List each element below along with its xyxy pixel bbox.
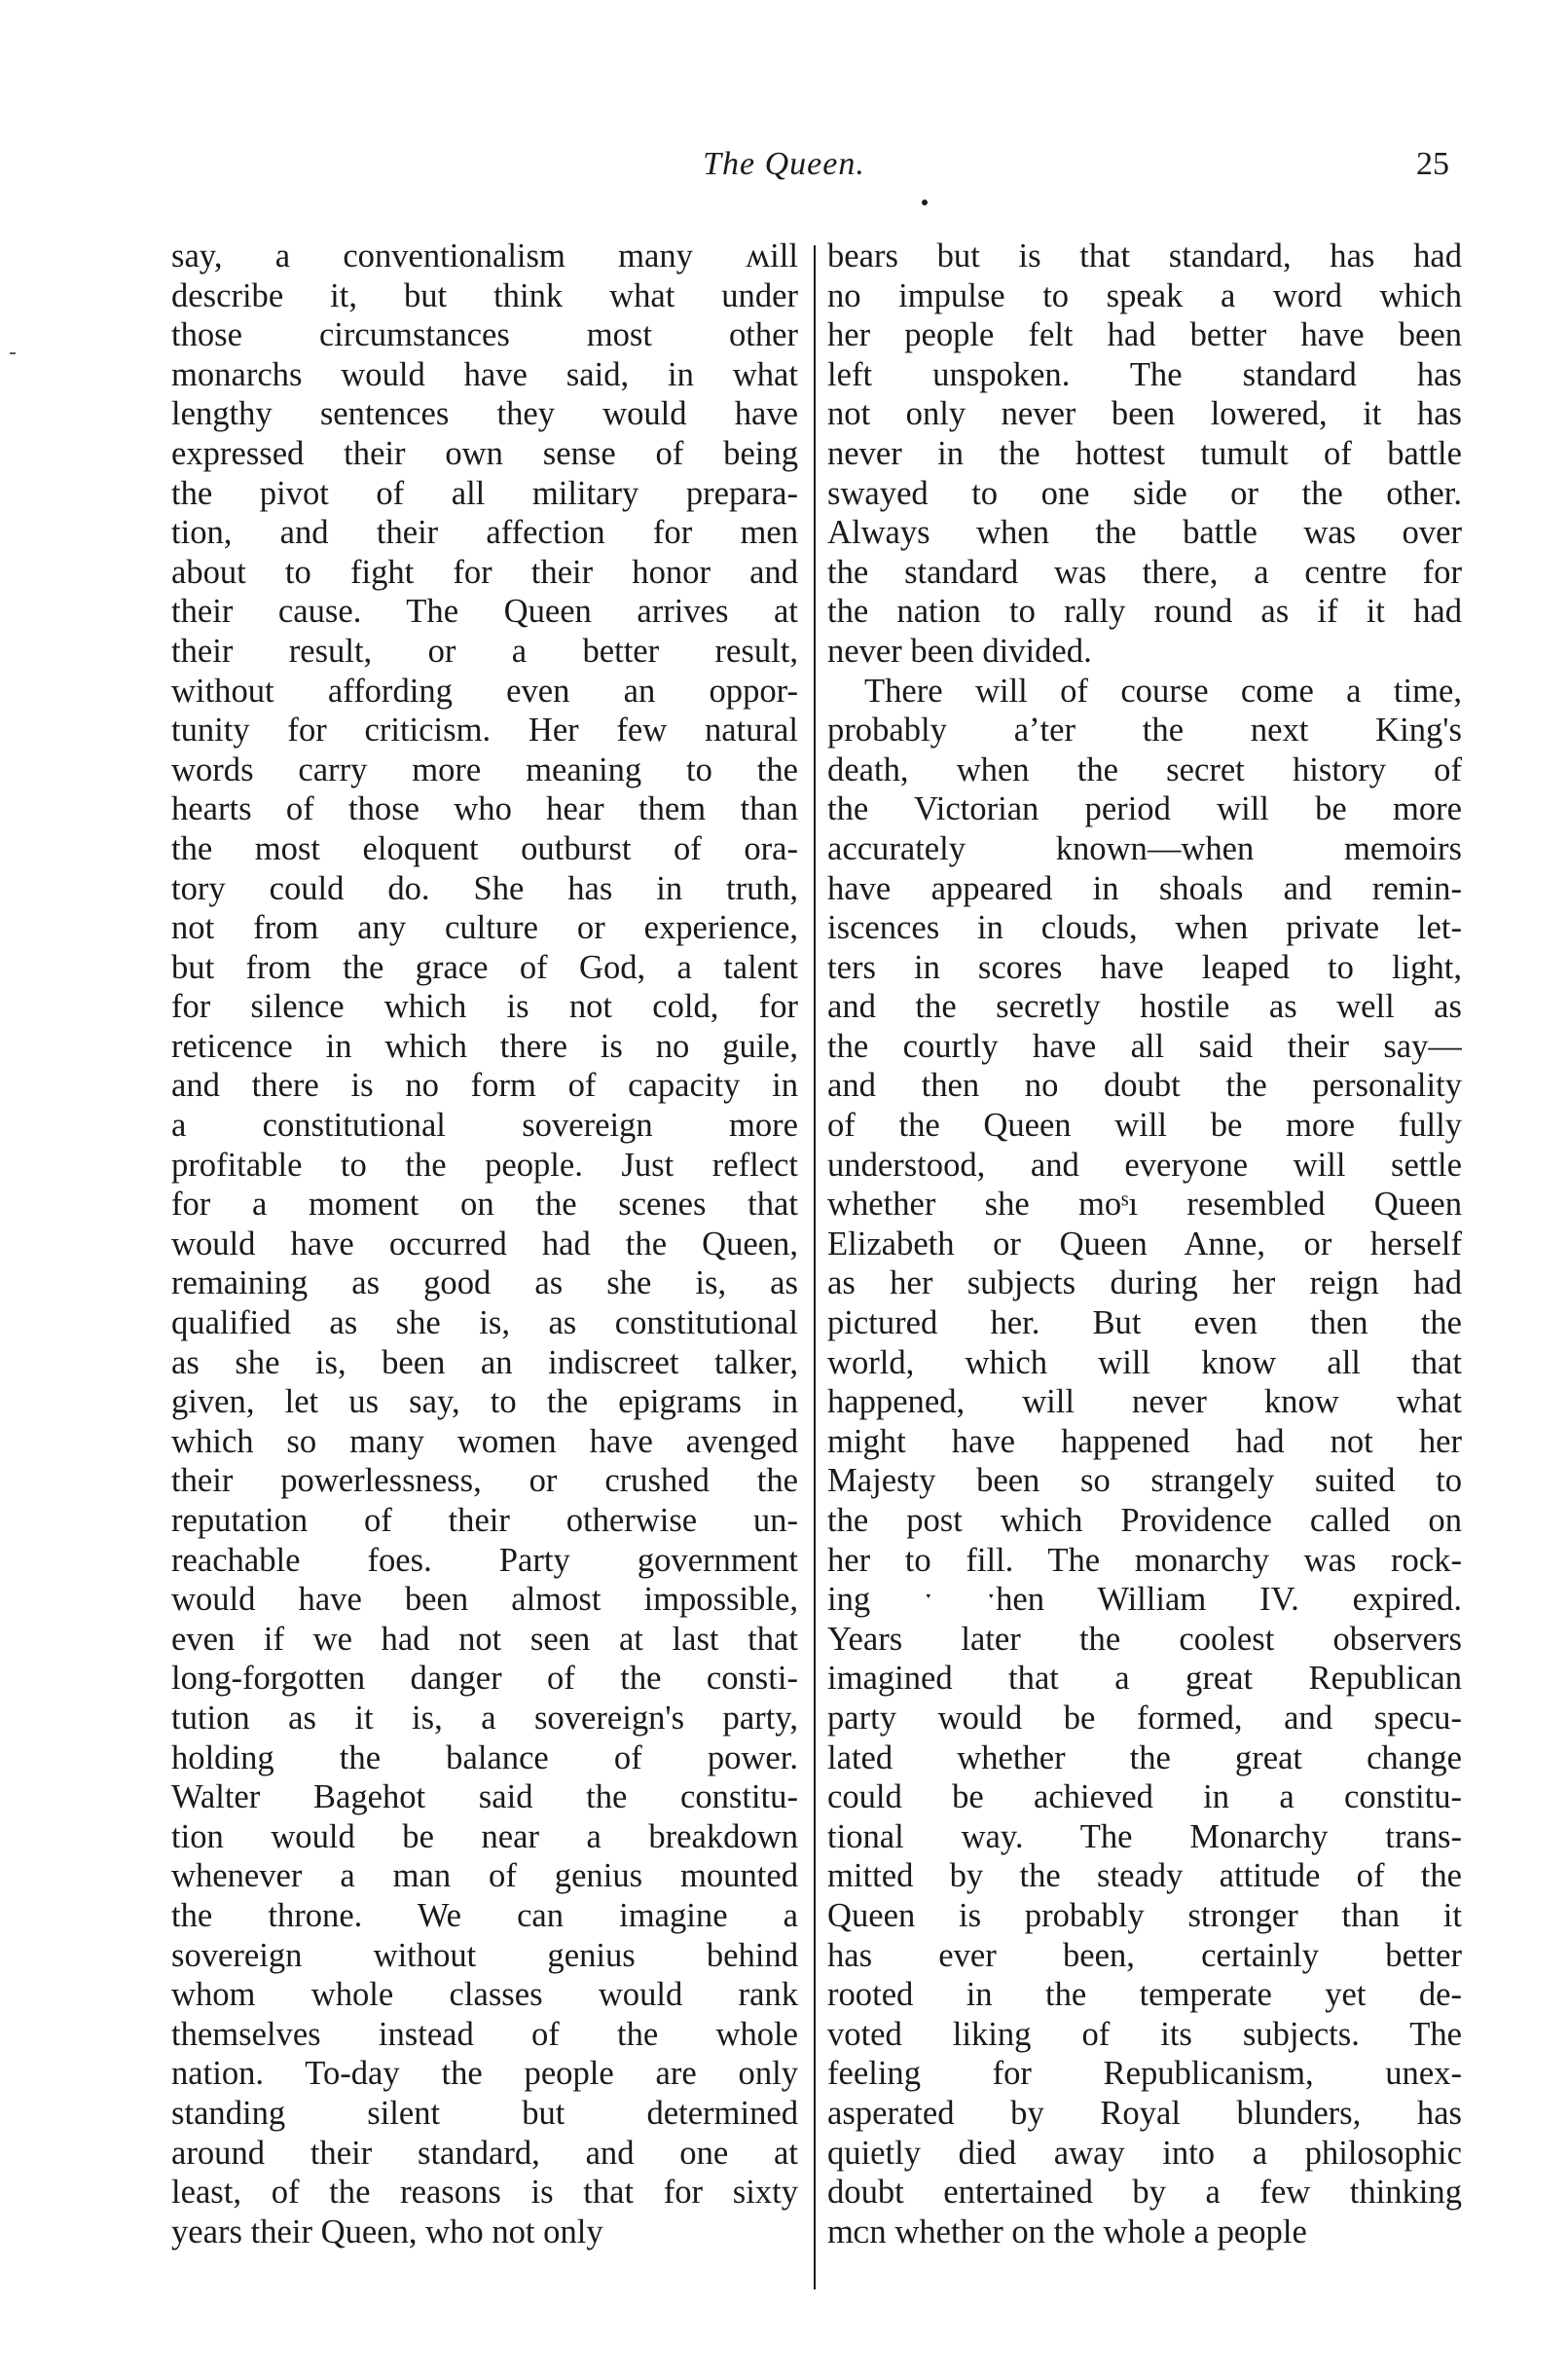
text-line: mᴄn whether on the whole a people bbox=[827, 2213, 1307, 2250]
text-line: their cause. The Queen arrives at bbox=[171, 593, 798, 631]
text-line: Always when the battle was over bbox=[827, 514, 1462, 552]
text-line: the throne. We can imagine a bbox=[171, 1896, 798, 1934]
text-line: not from any culture or experience, bbox=[171, 909, 798, 947]
text-line: profitable to the people. Just reflect bbox=[171, 1146, 798, 1184]
text-line: as her subjects during her reign had bbox=[827, 1264, 1462, 1302]
text-line: standing silent but determined bbox=[171, 2094, 798, 2132]
text-line: least, of the reasons is that for sixty bbox=[171, 2174, 798, 2212]
left-text-column bbox=[171, 237, 798, 2251]
text-line: but from the grace of God, a talent bbox=[171, 948, 798, 986]
text-line: expressed their own sense of being bbox=[171, 434, 798, 472]
text-line: Years later the coolest observers bbox=[827, 1620, 1462, 1658]
text-line: rooted in the temperate yet de- bbox=[827, 1976, 1462, 2014]
text-line: lengthy sentences they would have bbox=[171, 395, 798, 433]
text-line: probably aʼter the next King's bbox=[827, 712, 1462, 750]
text-line: tory could do. She has in truth, bbox=[171, 869, 798, 907]
text-line: doubt entertained by a few thinking bbox=[827, 2174, 1462, 2212]
text-line: quietly died away into a philosophic bbox=[827, 2134, 1462, 2172]
text-line: even if we had not seen at last that bbox=[171, 1620, 798, 1658]
right-text-column bbox=[827, 237, 1462, 2251]
text-line: asperated by Royal blunders, has bbox=[827, 2094, 1462, 2132]
text-line: the most eloquent outburst of ora- bbox=[171, 829, 798, 867]
text-line: death, when the secret history of bbox=[827, 750, 1462, 788]
text-line: has ever been, certainly better bbox=[827, 1936, 1462, 1974]
margin-mark bbox=[10, 352, 16, 354]
text-line: a constitutional sovereign more bbox=[171, 1107, 798, 1145]
text-line: whenever a man of genius mounted bbox=[171, 1857, 798, 1895]
text-line: for silence which is not cold, for bbox=[171, 988, 798, 1026]
text-line: as she is, been an indiscreet talker, bbox=[171, 1343, 798, 1381]
text-line: the Victorian period will be more bbox=[827, 790, 1462, 828]
text-line: feeling for Republicanism, unex- bbox=[827, 2055, 1462, 2093]
text-line: describe it, but think what under bbox=[171, 276, 798, 314]
text-line: bears but is that standard, has had bbox=[827, 238, 1462, 274]
text-line: their result, or a better result, bbox=[171, 632, 798, 670]
text-line: nation. To-day the people are only bbox=[171, 2055, 798, 2093]
text-line: mitted by the steady attitude of the bbox=[827, 1857, 1462, 1895]
text-line: accurately known—when memoirs bbox=[827, 829, 1462, 867]
text-line: years their Queen, who not only bbox=[171, 2213, 603, 2250]
column-divider bbox=[814, 245, 816, 2289]
text-line: the standard was there, a centre for bbox=[827, 553, 1462, 591]
text-line: tion would be near a breakdown bbox=[171, 1817, 798, 1855]
text-line: iscences in clouds, when private let- bbox=[827, 909, 1462, 947]
text-line: ters in scores have leaped to light, bbox=[827, 948, 1462, 986]
text-line: and there is no form of capacity in bbox=[171, 1067, 798, 1105]
text-line: might have happened had not her bbox=[827, 1422, 1462, 1460]
text-line: remaining as good as she is, as bbox=[171, 1264, 798, 1302]
text-line: world, which will know all that bbox=[827, 1343, 1462, 1381]
text-line: could be achieved in a constitu- bbox=[827, 1778, 1462, 1816]
text-line: long-forgotten danger of the consti- bbox=[171, 1660, 798, 1698]
text-line: tional way. The Monarchy trans- bbox=[827, 1817, 1462, 1855]
text-line: Elizabeth or Queen Anne, or herself bbox=[827, 1225, 1462, 1262]
text-line: ing ˑ ˑhen William IV. expired. bbox=[827, 1581, 1462, 1619]
text-line: her people felt had better have been bbox=[827, 316, 1462, 354]
text-line: left unspoken. The standard has bbox=[827, 355, 1462, 393]
text-line: happened, will never know what bbox=[827, 1383, 1462, 1421]
text-line: reputation of their otherwise un- bbox=[171, 1502, 798, 1539]
text-line: the courtly have all said their say— bbox=[827, 1027, 1462, 1065]
text-line: swayed to one side or the other. bbox=[827, 474, 1462, 512]
text-line: without affording even an oppor- bbox=[171, 672, 798, 710]
text-line: voted liking of its subjects. The bbox=[827, 2015, 1462, 2053]
text-line: have appeared in shoals and remin- bbox=[827, 869, 1462, 907]
text-line: imagined that a great Republican bbox=[827, 1660, 1462, 1698]
text-line: the pivot of all military prepara- bbox=[171, 474, 798, 512]
text-line: and the secretly hostile as well as bbox=[827, 988, 1462, 1026]
text-line: hearts of those who hear them than bbox=[171, 790, 798, 828]
text-line: tunity for criticism. Her few natural bbox=[171, 712, 798, 750]
text-line: words carry more meaning to the bbox=[171, 750, 798, 788]
text-line: her to fill. The monarchy was rock- bbox=[827, 1541, 1462, 1579]
text-line: tution as it is, a sovereign's party, bbox=[171, 1699, 798, 1737]
text-line: those circumstances most other bbox=[171, 316, 798, 354]
text-line: tion, and their affection for men bbox=[171, 514, 798, 552]
text-line: about to fight for their honor and bbox=[171, 553, 798, 591]
text-line: holding the balance of power. bbox=[171, 1738, 798, 1776]
text-line: given, let us say, to the epigrams in bbox=[171, 1383, 798, 1421]
text-line: understood, and everyone will settle bbox=[827, 1146, 1462, 1184]
text-line: would have been almost impossible, bbox=[171, 1581, 798, 1619]
text-line: pictured her. But even then the bbox=[827, 1304, 1462, 1342]
text-line: the nation to rally round as if it had bbox=[827, 593, 1462, 631]
text-line: sovereign without genius behind bbox=[171, 1936, 798, 1974]
text-line: of the Queen will be more fully bbox=[827, 1107, 1462, 1145]
text-line: not only never been lowered, it has bbox=[827, 395, 1462, 433]
text-line: party would be formed, and specu- bbox=[827, 1699, 1462, 1737]
text-line: around their standard, and one at bbox=[171, 2134, 798, 2172]
text-line: and then no doubt the personality bbox=[827, 1067, 1462, 1105]
text-line: whom whole classes would rank bbox=[171, 1976, 798, 2014]
text-line: reticence in which there is no guile, bbox=[171, 1027, 798, 1065]
text-line: Majesty been so strangely suited to bbox=[827, 1462, 1462, 1500]
text-line: monarchs would have said, in what bbox=[171, 355, 798, 393]
ink-dot bbox=[922, 200, 928, 205]
text-line: There will of course come a time, bbox=[864, 672, 1462, 710]
text-line: lated whether the great change bbox=[827, 1738, 1462, 1776]
text-line: which so many women have avenged bbox=[171, 1422, 798, 1460]
page-number: 25 bbox=[1416, 146, 1449, 182]
text-line: whether she moˢı resembled Queen bbox=[827, 1186, 1462, 1224]
text-line: their powerlessness, or crushed the bbox=[171, 1462, 798, 1500]
text-line: Walter Bagehot said the constitu- bbox=[171, 1778, 798, 1816]
text-line: say, a conventionalism many ʍill bbox=[171, 238, 798, 274]
text-line: for a moment on the scenes that bbox=[171, 1186, 798, 1224]
text-line: never been divided. bbox=[827, 632, 1092, 670]
text-line: themselves instead of the whole bbox=[171, 2015, 798, 2053]
text-line: reachable foes. Party government bbox=[171, 1541, 798, 1579]
text-line: Queen is probably stronger than it bbox=[827, 1896, 1462, 1934]
text-line: never in the hottest tumult of battle bbox=[827, 434, 1462, 472]
text-line: would have occurred had the Queen, bbox=[171, 1225, 798, 1262]
text-line: qualified as she is, as constitutional bbox=[171, 1304, 798, 1342]
text-line: the post which Providence called on bbox=[827, 1502, 1462, 1539]
running-title: The Queen. bbox=[703, 146, 865, 182]
text-line: no impulse to speak a word which bbox=[827, 276, 1462, 314]
